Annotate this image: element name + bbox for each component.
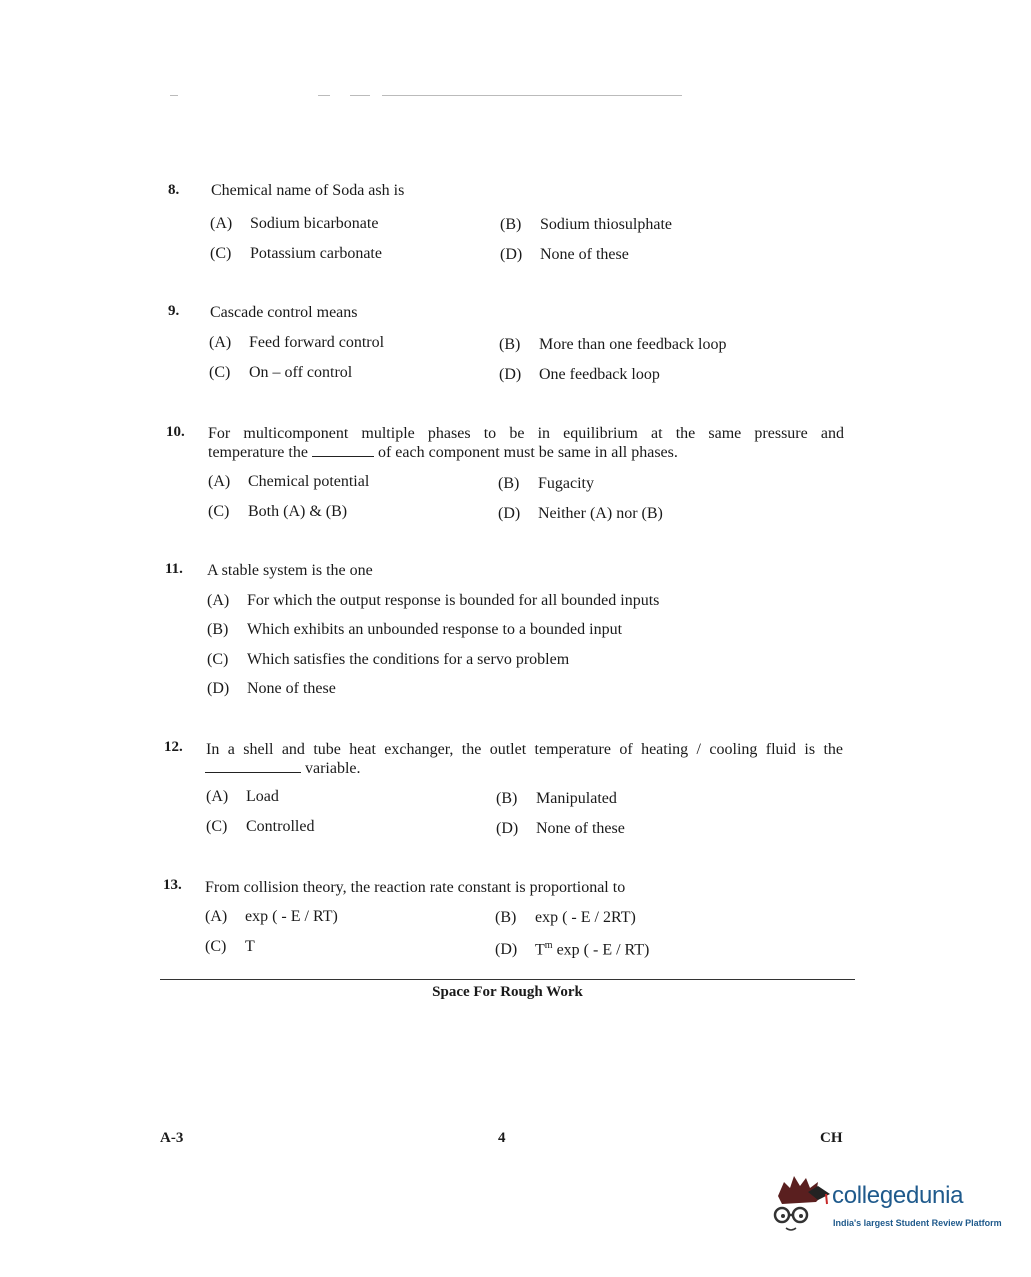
option-d[interactable]: (D) None of these	[500, 246, 629, 263]
option-c[interactable]: (C) Both (A) & (B)	[208, 503, 348, 520]
option-d[interactable]: (D) One feedback loop	[499, 366, 660, 383]
option-d[interactable]: (D) None of these	[496, 820, 625, 837]
header-marks	[318, 95, 330, 96]
option-d[interactable]: (D) None of these	[207, 680, 336, 697]
header-marks	[170, 95, 178, 96]
mascot-icon	[772, 1172, 834, 1242]
divider-line	[160, 979, 855, 980]
header-marks	[382, 95, 682, 96]
option-a[interactable]: (A) For which the output response is bounded for all bounded inputs	[207, 592, 660, 609]
rough-work-heading: Space For Rough Work	[432, 984, 583, 1000]
option-d[interactable]: (D) $T^m$ exp ( - E / RT)	[495, 940, 650, 959]
footer-subject: CH	[820, 1130, 843, 1146]
option-c[interactable]: (C) On – off control	[209, 364, 353, 381]
answer-blank	[312, 444, 374, 457]
answer-blank	[205, 760, 301, 773]
option-a[interactable]: (A) Feed forward control	[209, 334, 385, 351]
option-a[interactable]: (A) exp ( - E / RT)	[205, 908, 338, 925]
option-d[interactable]: (D) Neither (A) nor (B)	[498, 505, 663, 522]
question-text: Chemical name of Soda ash is	[211, 182, 405, 199]
question-text: From collision theory, the reaction rate constant is proportional to	[205, 879, 626, 896]
question-number: 8.	[168, 182, 180, 198]
logo-tagline: India's largest Student Review Platform	[833, 1218, 1002, 1228]
collegedunia-logo	[772, 1172, 1002, 1242]
option-a[interactable]: (A) Sodium bicarbonate	[210, 215, 379, 232]
question-text: Cascade control means	[210, 304, 358, 321]
question-number: 13.	[163, 877, 182, 893]
question-text: In a shell and tube heat exchanger, the outlet temperature of heating / cooling fluid is the	[206, 741, 843, 758]
option-b[interactable]: (B) exp ( - E / 2RT)	[495, 909, 636, 926]
logo-name: collegedunia	[832, 1182, 964, 1209]
option-b[interactable]: (B) Fugacity	[498, 475, 594, 492]
header-marks	[350, 95, 370, 96]
question-number: 11.	[165, 561, 183, 577]
question-number: 12.	[164, 739, 183, 755]
option-b[interactable]: (B) Which exhibits an unbounded response to a bounded input	[207, 621, 623, 638]
option-b[interactable]: (B) Manipulated	[496, 790, 617, 807]
question-text-line-2: variable.	[205, 760, 361, 778]
option-c[interactable]: (C) Potassium carbonate	[210, 245, 382, 262]
option-c[interactable]: (C) Which satisfies the conditions for a servo problem	[207, 651, 570, 668]
option-b[interactable]: (B) Sodium thiosulphate	[500, 216, 672, 233]
page-number: 4	[498, 1130, 506, 1146]
option-b[interactable]: (B) More than one feedback loop	[499, 336, 727, 353]
option-a[interactable]: (A) Load	[206, 788, 279, 805]
option-a[interactable]: (A) Chemical potential	[208, 473, 370, 490]
footer-code: A-3	[160, 1130, 184, 1146]
question-text: For multicomponent multiple phases to be in equilibrium at the same pressure and	[208, 425, 844, 442]
option-c[interactable]: (C) T	[205, 938, 255, 955]
question-number: 10.	[166, 424, 185, 440]
question-text: A stable system is the one	[207, 562, 373, 579]
option-c[interactable]: (C) Controlled	[206, 818, 315, 835]
question-number: 9.	[168, 303, 180, 319]
question-text-line-2: temperature the of each component must be same in all phases.	[208, 444, 678, 461]
